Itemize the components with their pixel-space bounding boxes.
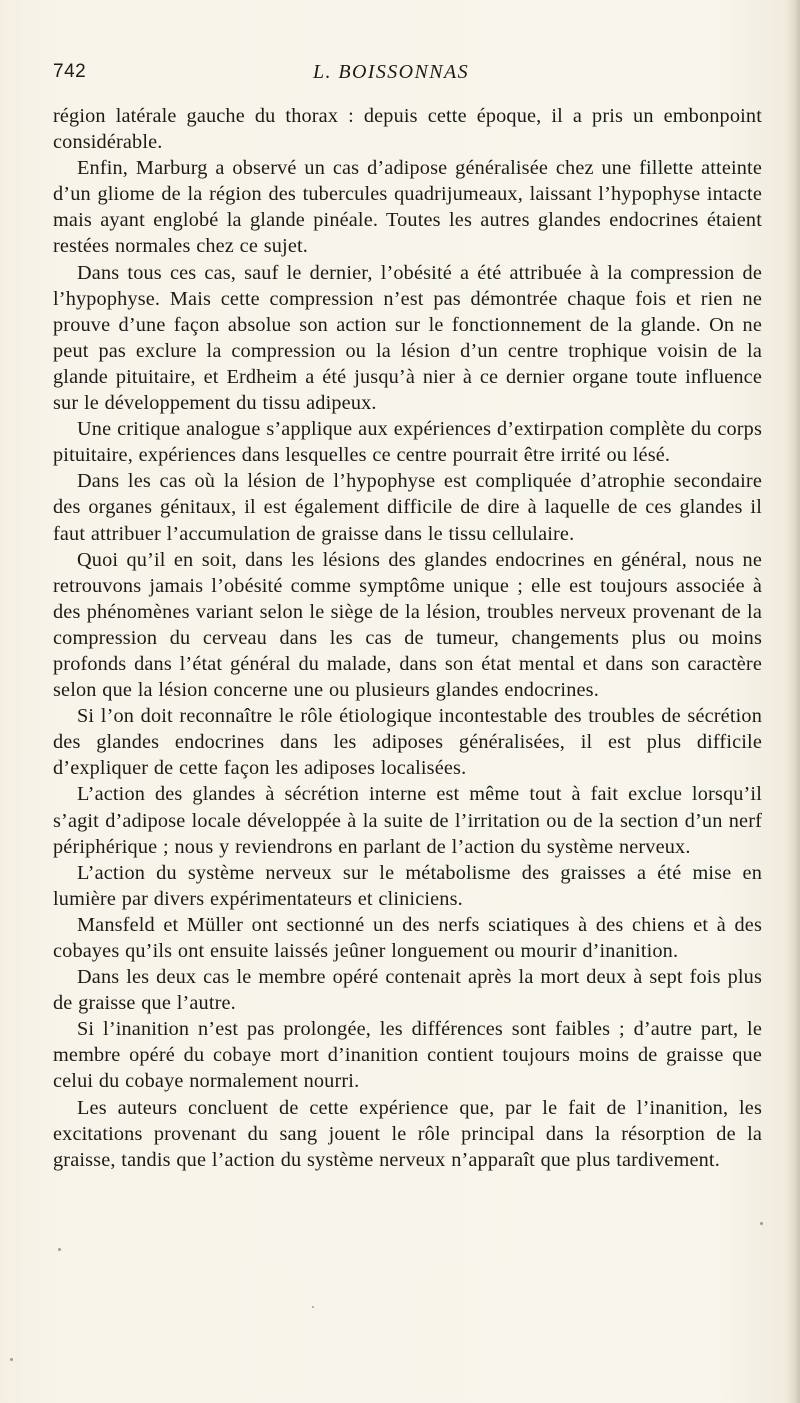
- paragraph-9: L’action du système nerveux sur le métabolisme des graisses a été mise en lumière par divers expérimentateurs et cliniciens.: [53, 861, 762, 910]
- paper-speck: [312, 1306, 314, 1308]
- paragraph-11: Dans les deux cas le membre opéré contenait après la mort deux à sept fois plus de graisse que l’autre.: [53, 966, 762, 1015]
- page-edge-shadow: [786, 0, 800, 1403]
- paragraph-4: Une critique analogue s’applique aux expériences d’extirpation complète du corps pituitaire, expériences dans lesquelles ce centre pourrait être irrité ou lésé.: [53, 418, 762, 467]
- paper-speck: [760, 1222, 763, 1225]
- running-head: L. BOISSONNAS: [313, 61, 469, 83]
- paragraph-7: Si l’on doit reconnaître le rôle étiologique incontestable des troubles de sécrétion des glandes endocrines dans les adiposes généralisées, il est plus difficile d’expliquer de cette façon les adiposes localisées.: [53, 705, 762, 780]
- paragraph-8: L’action des glandes à sécrétion interne est même tout à fait exclue lorsqu’il s’agit d’adipose locale développée à la suite de l’irritation ou de la section d’un nerf périphérique ; nous y reviendrons en parlant de l’action du système nerveux.: [53, 783, 762, 858]
- paragraph-6: Quoi qu’il en soit, dans les lésions des glandes endocrines en général, nous ne retrouvons jamais l’obésité comme symptôme unique ; elle est toujours associée à des phénomènes variant selon le siège de la lésion, troubles nerveux provenant de la compression du cerveau dans les cas de tumeur, changements plus ou moins profonds dans l’état général du malade, dans son état mental et dans son caractère selon que la lésion concerne une ou plusieurs glandes endocrines.: [53, 548, 762, 702]
- paragraph-3: Dans tous ces cas, sauf le dernier, l’obésité a été attribuée à la compression de l’hypophyse. Mais cette compression n’est pas démontrée chaque fois et rien ne prouve d’une façon absolue son action sur le fonctionnement de la glande. On ne peut pas exclure la compression ou la lésion d’un centre trophique voisin de la glande pituitaire, et Erdheim a été jusqu’à nier à ce dernier organe toute influence sur le développement du tissu adipeux.: [53, 261, 762, 415]
- page-number: 742: [53, 61, 87, 82]
- paragraph-2: Enfin, Marburg a observé un cas d’adipose généralisée chez une fillette atteinte d’un gliome de la région des tubercules quadrijumeaux, laissant l’hypophyse intacte mais ayant englobé la glande pinéale. Toutes les autres glandes endocrines étaient restées normales chez ce sujet.: [53, 157, 762, 258]
- paragraph-12: Si l’inanition n’est pas prolongée, les différences sont faibles ; d’autre part, le membre opéré du cobaye mort d’inanition contient toujours moins de graisse que celui du cobaye normalement nourri.: [53, 1018, 762, 1093]
- paper-speck: [10, 1358, 13, 1361]
- paper-speck: [58, 1248, 61, 1251]
- body-text: [53, 103, 762, 1173]
- page-header: [53, 61, 760, 91]
- paragraph-13: Les auteurs concluent de cette expérience que, par le fait de l’inanition, les excitations provenant du sang jouent le rôle principal dans la résorption de la graisse, tandis que l’action du système nerveux n’apparaît que plus tardivement.: [53, 1096, 762, 1171]
- paragraph-5: Dans les cas où la lésion de l’hypophyse est compliquée d’atrophie secondaire des organes génitaux, il est également difficile de dire à laquelle de ces glandes il faut attribuer l’accumulation de graisse dans le tissu cellulaire.: [53, 470, 762, 545]
- paragraph-1: région latérale gauche du thorax : depuis cette époque, il a pris un embonpoint considérable.: [53, 105, 762, 154]
- paragraph-10: Mansfeld et Müller ont sectionné un des nerfs sciatiques à des chiens et à des cobayes qu’ils ont ensuite laissés jeûner longuement ou mourir d’inanition.: [53, 913, 762, 962]
